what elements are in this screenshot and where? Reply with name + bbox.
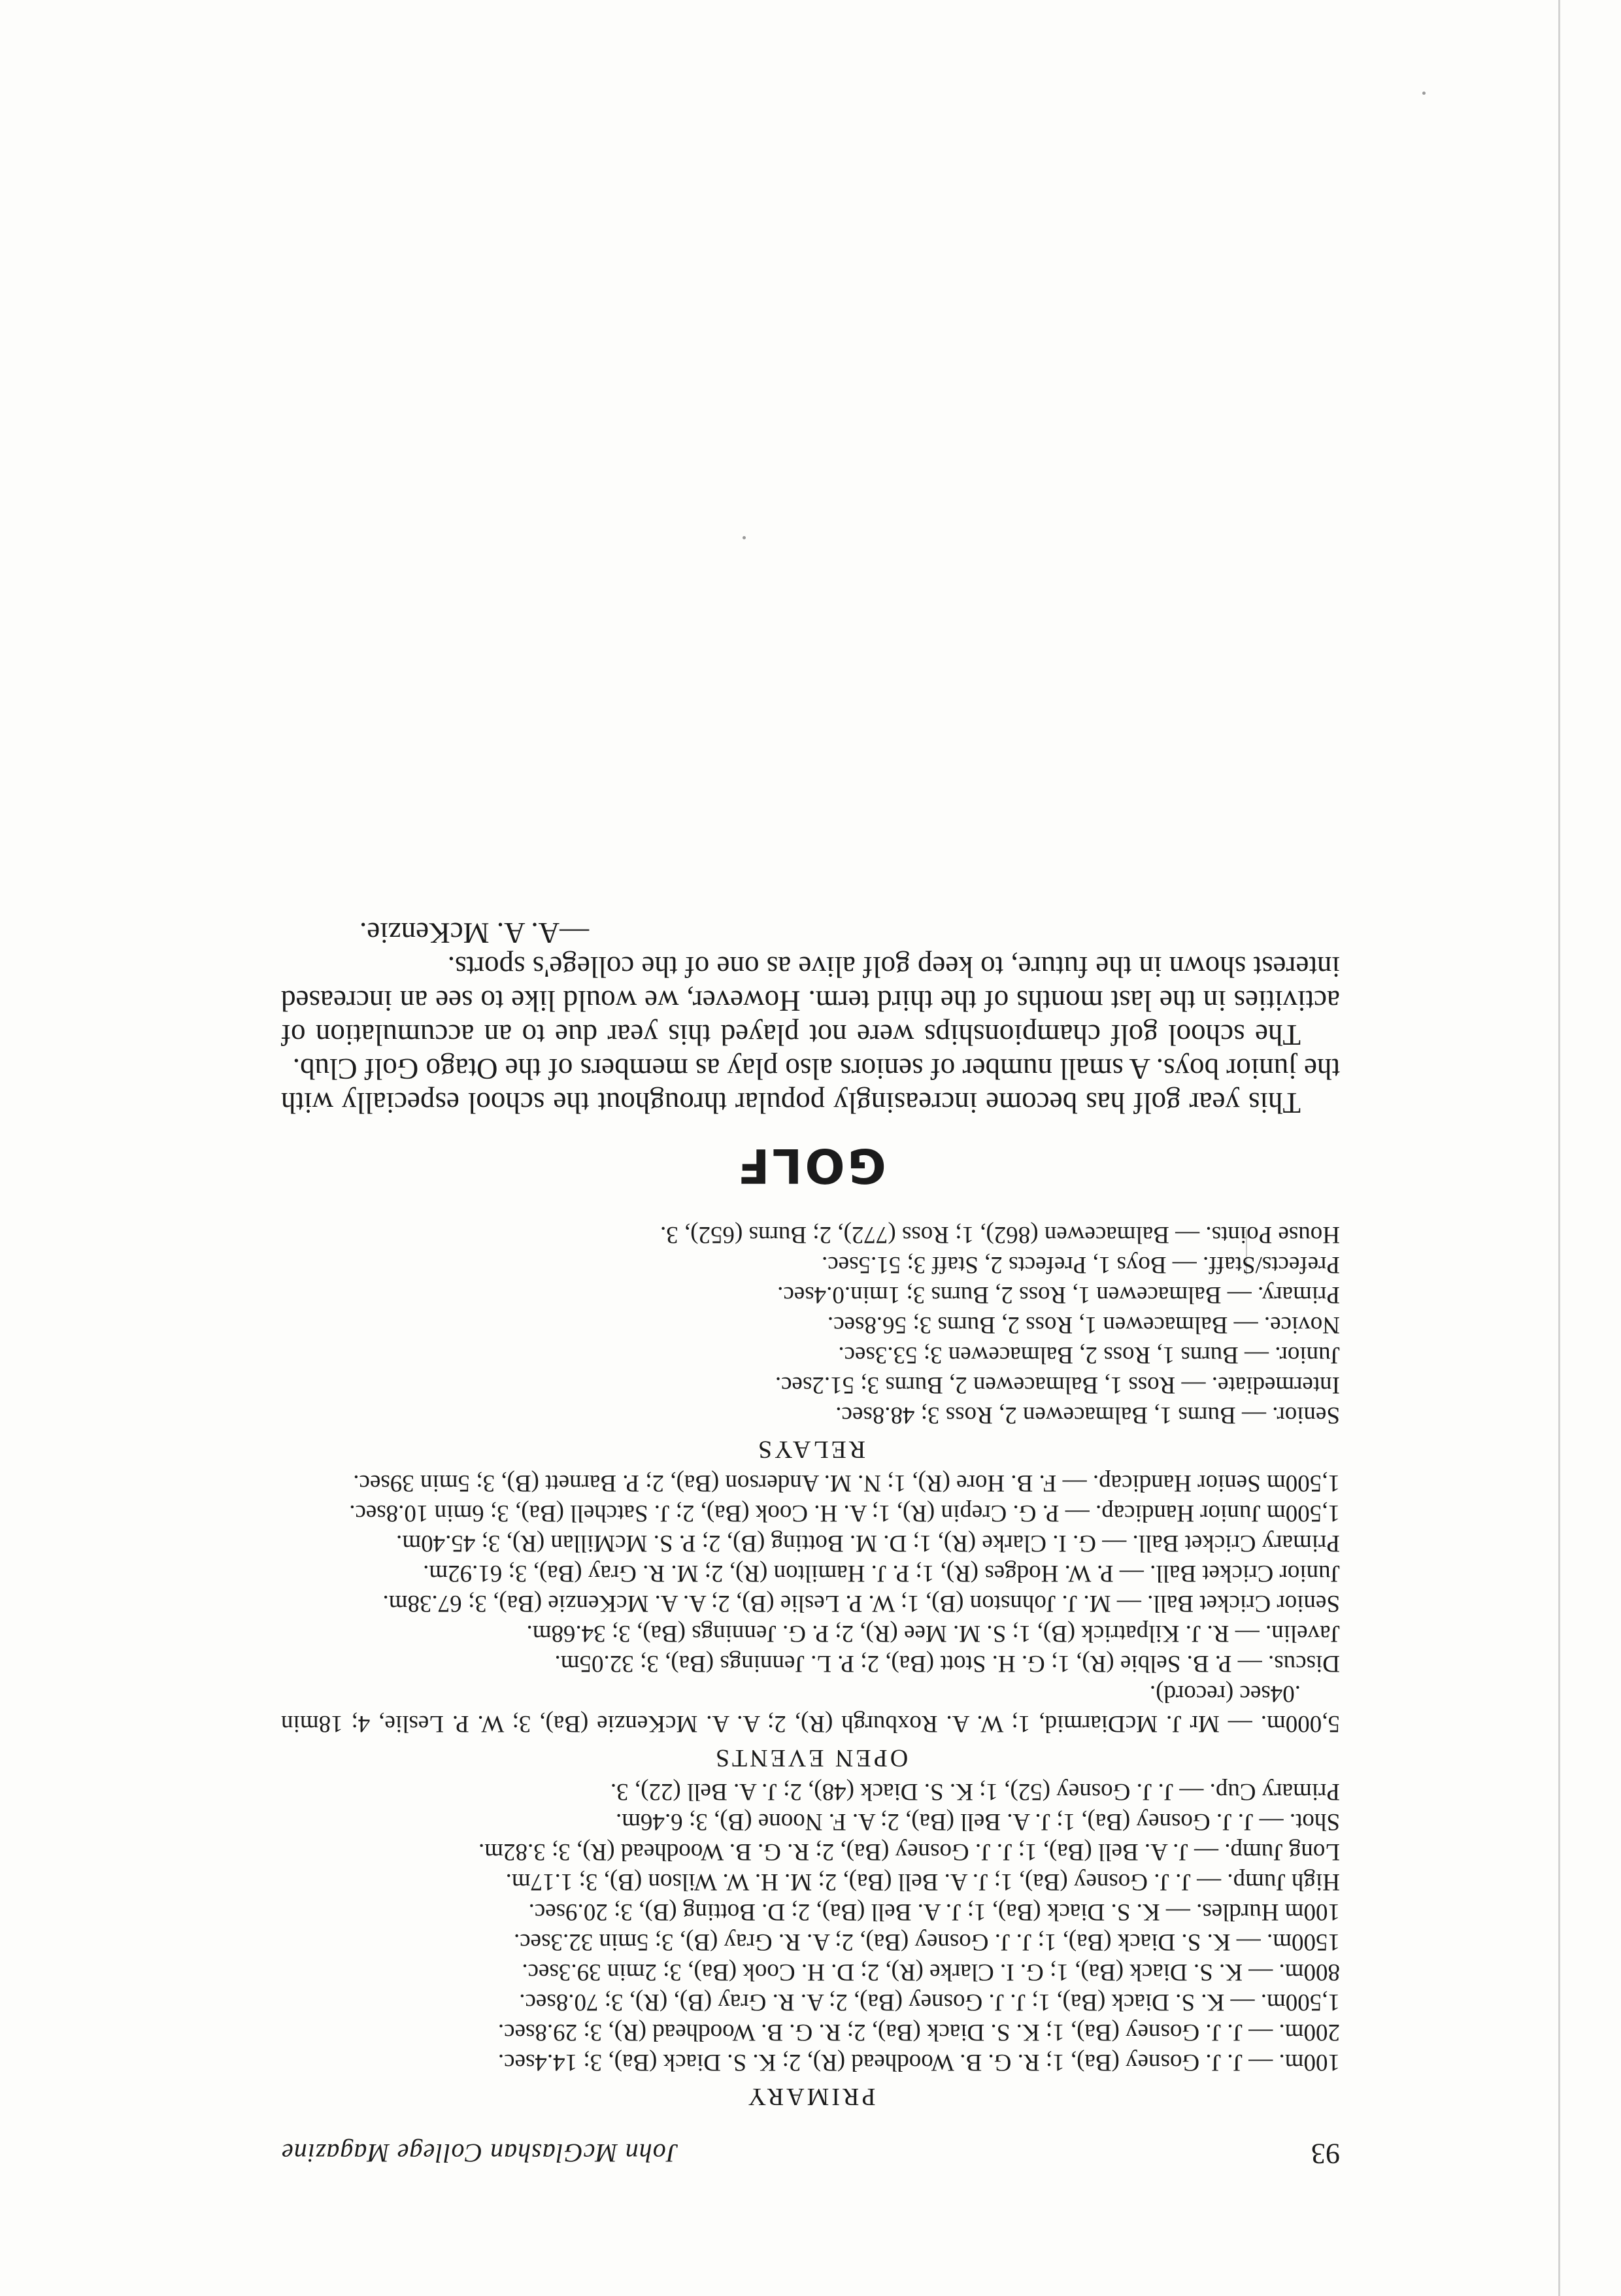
page-number: 93: [1311, 2138, 1340, 2170]
result-entry: Primary Cup. — J. J. Gosney (52), 1; K. S. Diack (48), 2; J. A. Bell (22), 3.: [610, 1778, 1340, 1805]
result-entry: 100m. — J. J. Gosney (Ba), 1; R. G. B. Woodhead (R), 2; K. S. Diack (Ba), 3; 14.4sec.: [497, 2049, 1340, 2076]
result-entry: Discus. — P. B. Selbie (R), 1; G. H. Stott (Ba), 2; P. L. Jennings (Ba), 3; 32.05m.: [554, 1650, 1340, 1677]
result-entry: 1500m. — K. S. Diack (Ba), 1; J. J. Gosney (Ba), 2; A. R. Gray (B), 3; 5min 32.3sec.: [513, 1929, 1340, 1955]
paper-speck: [1422, 92, 1426, 95]
section-heading: OPEN EVENTS: [712, 1744, 909, 1772]
section-heading: PRIMARY: [745, 2083, 876, 2110]
golf-paragraph: This year golf has become increasingly popular throughout the school especially with the junior boys. A small number of seniors also play as members of the Otago Golf Club.: [281, 1053, 1340, 1119]
result-entry: Junior. — Burns 1, Ross 2, Balmacewen 3; 53.3sec.: [838, 1342, 1340, 1368]
results-sections: [281, 1219, 1340, 2111]
result-entry: Long Jump. — J. A. Bell (Ba), 1; J. J. Gosney (Ba), 2; R. G. B. Woodhead (R), 3; 3.82m.: [478, 1838, 1340, 1865]
result-entry: 800m. — K. S. Diack (Ba), 1; G. I. Clarke (R), 2; D. H. Cook (Ba), 3; 2min 39.3sec.: [522, 1959, 1340, 1985]
binding-edge: [1558, 0, 1560, 2296]
result-entry: 5,000m. — Mr J. McDiarmid, 1; W. A. Roxburgh (R), 2; A. A. McKenzie (Ba), 3; W. P. Leslie, 4; 18min .04sec (record).: [281, 1680, 1340, 1737]
page-header: [281, 2137, 1340, 2170]
golf-paragraph: The school golf championships were not played this year due to an accumulation of activities in the last months of the third term. However, we would like to see an increased interest shown in the future, to keep golf alive as one of the college's sports.: [281, 951, 1340, 1051]
result-entry: Novice. — Balmacewen 1, Ross 2, Burns 3; 56.8sec.: [827, 1311, 1340, 1338]
result-entry: 1,500m. — K. S. Diack (Ba), 1; J. J. Gosney (Ba), 2; A. R. Gray (B), (R), 3; 70.8sec.: [519, 1989, 1340, 2016]
magazine-title: John McGlashan College Magazine: [281, 2138, 678, 2168]
result-entry: Intermediate. — Ross 1, Balmacewen 2, Burns 3; 51.2sec.: [775, 1372, 1340, 1398]
result-entry: 1,500m Junior Handicap. — P. G. Crepin (R), 1; A. H. Cook (Ba), 2; J. Satchell (Ba), 3; 6min 10.8sec.: [349, 1500, 1340, 1527]
result-entry: Senior Cricket Ball. — M. J. Johnston (B), 1; W. P. Leslie (B), 2; A. A. McKenzie (Ba), 3; 67.38m.: [382, 1590, 1340, 1617]
result-entry: Javelin. — R. J. Kilpatrick (B), 1; S. M. Mee (R), 2; P. G. Jennings (Ba), 3; 34.68m.: [526, 1620, 1340, 1647]
result-entry: Prefects/Staff. — Boys 1, Prefects 2, Staff 3; 51.5sec.: [822, 1251, 1340, 1278]
author-signature: —A. A. McKenzie.: [359, 917, 590, 949]
result-entry: 100m Hurdles. — K. S. Diack (Ba), 1; J. A. Bell (Ba), 2; D. Botting (B), 3; 20.9sec.: [528, 1899, 1340, 1925]
result-entry: Senior. — Burns 1, Balmacewen 2, Ross 3; 48.8sec.: [835, 1402, 1340, 1428]
printed-text-block: [281, 131, 1340, 2170]
result-entry: Junior Cricket Ball. — P. W. Hodges (R), 1; P. J. Hamilton (R), 2; M. R. Gray (Ba), 3; 61.92m.: [423, 1560, 1340, 1587]
result-entry: Shot. — J. J. Gosney (Ba), 1; J. A. Bell (Ba), 2; A. F. Noone (B), 3; 6.46m.: [615, 1808, 1340, 1835]
result-entry: 1,500m Senior Handicap. — F. B. Hore (R), 1; N. M. Anderson (Ba), 2; P. Barnett (B), 3; 5min 39sec.: [353, 1470, 1340, 1496]
result-entry: Primary. — Balmacewen 1, Ross 2, Burns 3; 1min.0.4sec.: [777, 1281, 1340, 1308]
result-entry: House Points. — Balmacewen (862), 1; Ross (772), 2; Burns (652), 3.: [660, 1221, 1340, 1248]
result-entry: Primary Cricket Ball. — G. I. Clarke (R), 1; D. M. Botting (B), 2; P. S. McMillan (R), 3; 45.40m.: [396, 1530, 1340, 1557]
result-entry: High Jump. — J. J. Gosney (Ba), 1; J. A. Bell (Ba), 2; M. H. W. Wilson (B), 3; 1.17m.: [505, 1868, 1340, 1895]
golf-heading: GOLF: [735, 1138, 886, 1193]
section-heading: RELAYS: [755, 1436, 866, 1463]
result-entry: 200m. — J. J. Gosney (Ba), 1; K. S. Diack (Ba), 2; R. G. B. Woodhead (R), 3; 29.8sec.: [497, 2019, 1340, 2046]
